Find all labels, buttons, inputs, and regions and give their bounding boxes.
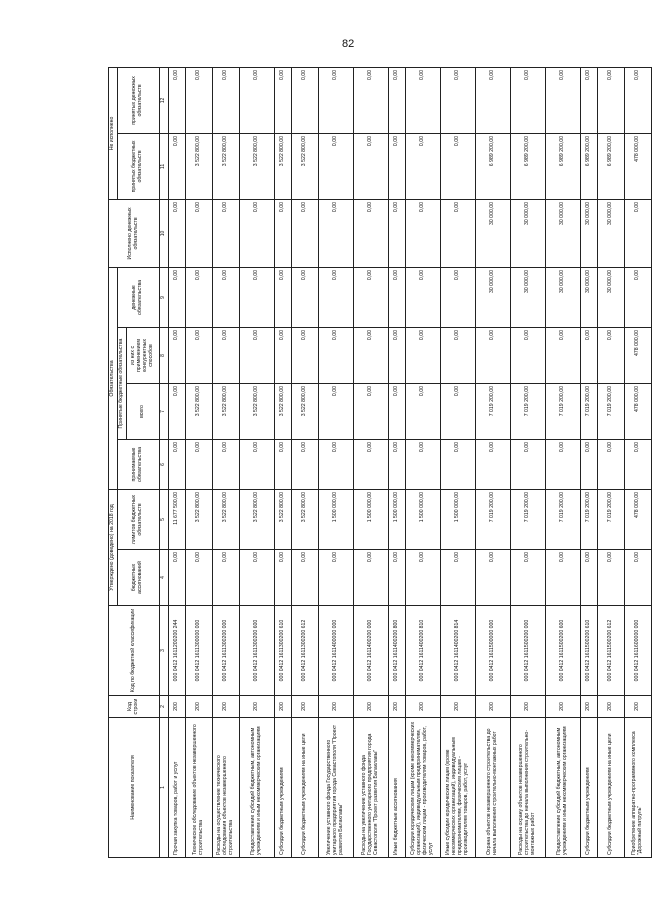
- header-budget-code: Код по бюджетной классификации: [109, 606, 160, 696]
- row-value-cell: 0,00: [388, 133, 405, 199]
- row-value-cell: 30 000,00: [510, 267, 545, 327]
- row-name-cell: Техническое обследование объектов незавершенного строительства: [185, 718, 212, 858]
- row-value-cell: 11 677 500,00: [168, 490, 185, 550]
- row-value-cell: 0,00: [291, 440, 318, 490]
- row-kbk-cell: 000 0412 1611500200 610: [580, 606, 597, 696]
- row-code-cell: 200: [545, 696, 580, 718]
- row-kbk-cell: 000 0412 1611500200 600: [545, 606, 580, 696]
- row-value-cell: 0,00: [545, 550, 580, 606]
- col-index: 9: [159, 267, 168, 327]
- row-value-cell: 0,00: [168, 67, 185, 133]
- table-row: [475, 67, 510, 857]
- row-value-cell: 0,00: [597, 550, 624, 606]
- row-name-cell: Субсидии юридическим лицам (кроме некоммерческих организаций), индивидуальным предпринимателям, физическим лицам - производителям товаров, работ, услуг: [405, 718, 440, 858]
- col-index: 2: [159, 696, 168, 718]
- row-value-cell: 0,00: [545, 328, 580, 384]
- row-value-cell: 478 000,00: [624, 328, 651, 384]
- row-value-cell: 0,00: [624, 550, 651, 606]
- row-value-cell: 30 000,00: [580, 199, 597, 267]
- header-unfulfilled: Не исполнено: [109, 67, 118, 199]
- row-value-cell: 3 522 800,00: [239, 490, 274, 550]
- budget-report-table: [108, 67, 652, 858]
- row-name-cell: Увеличение уставного фонда Государственного унитарного предприятия города Севастополя "Проект развития Балаклавы": [318, 718, 353, 858]
- row-value-cell: 30 000,00: [475, 199, 510, 267]
- row-value-cell: 0,00: [388, 384, 405, 440]
- row-value-cell: 0,00: [291, 328, 318, 384]
- row-value-cell: 0,00: [475, 328, 510, 384]
- table-row: [580, 67, 597, 857]
- header-total: всего: [126, 384, 159, 440]
- row-value-cell: 3 522 800,00: [291, 133, 318, 199]
- row-value-cell: 0,00: [405, 328, 440, 384]
- row-kbk-cell: 000 0412 1611400200 800: [388, 606, 405, 696]
- row-value-cell: 0,00: [353, 67, 388, 133]
- row-value-cell: 3 522 800,00: [274, 384, 291, 440]
- row-value-cell: 6 989 200,00: [580, 133, 597, 199]
- table-row: [545, 67, 580, 857]
- row-kbk-cell: 000 0412 1611300200 612: [291, 606, 318, 696]
- row-value-cell: 0,00: [274, 267, 291, 327]
- row-value-cell: 0,00: [239, 67, 274, 133]
- row-value-cell: 0,00: [318, 199, 353, 267]
- row-value-cell: 1 500 000,00: [318, 490, 353, 550]
- row-value-cell: 3 522 800,00: [185, 490, 212, 550]
- row-name-cell: Субсидии бюджетным учреждениям на иные цели: [597, 718, 624, 858]
- row-value-cell: 3 522 800,00: [212, 490, 239, 550]
- row-value-cell: 30 000,00: [580, 267, 597, 327]
- header-monetary: денежные обязательства: [117, 267, 159, 327]
- row-code-cell: 200: [580, 696, 597, 718]
- row-value-cell: 0,00: [353, 328, 388, 384]
- row-kbk-cell: 000 0412 1611500200 612: [597, 606, 624, 696]
- row-kbk-cell: 000 0412 1611400200 810: [405, 606, 440, 696]
- row-value-cell: 0,00: [580, 550, 597, 606]
- row-value-cell: 0,00: [318, 384, 353, 440]
- row-name-cell: Расходы на увеличение уставного фонда Государственного унитарного предприятия города Севастополя "Проект развития Балаклавы": [353, 718, 388, 858]
- row-value-cell: 0,00: [239, 267, 274, 327]
- row-value-cell: 478 000,00: [624, 384, 651, 440]
- row-value-cell: 0,00: [291, 67, 318, 133]
- header-accepted-obligations: принимаемые обязательства: [117, 440, 159, 490]
- row-name-cell: Предоставление субсидий бюджетным, автономным учреждениям и иным некоммерческим организациям: [545, 718, 580, 858]
- row-value-cell: 0,00: [580, 328, 597, 384]
- row-value-cell: 0,00: [545, 440, 580, 490]
- row-code-cell: 200: [318, 696, 353, 718]
- row-value-cell: 0,00: [185, 328, 212, 384]
- row-code-cell: 200: [274, 696, 291, 718]
- row-value-cell: 0,00: [212, 328, 239, 384]
- row-value-cell: 0,00: [318, 440, 353, 490]
- row-value-cell: 0,00: [353, 267, 388, 327]
- row-value-cell: 30 000,00: [510, 199, 545, 267]
- header-approved: Утверждено (доведено) на 2018 год: [109, 490, 118, 606]
- row-value-cell: 0,00: [440, 133, 475, 199]
- row-value-cell: 0,00: [440, 199, 475, 267]
- row-value-cell: 0,00: [624, 267, 651, 327]
- header-limits: лимитов бюджетных обязательств: [117, 490, 159, 550]
- row-kbk-cell: 000 0412 1611300200 000: [212, 606, 239, 696]
- table-row: [388, 67, 405, 857]
- row-value-cell: 0,00: [353, 384, 388, 440]
- row-kbk-cell: 000 0412 1611400200 000: [353, 606, 388, 696]
- table-row: [597, 67, 624, 857]
- row-value-cell: 0,00: [405, 550, 440, 606]
- row-name-cell: Иные субсидии юридическим лицам (кроме некоммерческих организаций), индивидуальным предпринимателям, физическим лицам - производителям товаров, работ, услуг: [440, 718, 475, 858]
- row-value-cell: 7 019 200,00: [510, 384, 545, 440]
- row-value-cell: 0,00: [318, 267, 353, 327]
- table-row: [185, 67, 212, 857]
- col-index: 11: [159, 133, 168, 199]
- row-code-cell: 200: [475, 696, 510, 718]
- row-value-cell: 0,00: [212, 199, 239, 267]
- header-obligations: Обязательства: [109, 267, 118, 489]
- row-value-cell: 3 522 800,00: [274, 133, 291, 199]
- row-value-cell: 0,00: [405, 67, 440, 133]
- header-budget-allocations: бюджетных ассигнований: [117, 550, 159, 606]
- header-row-code: Код строки: [109, 696, 160, 718]
- row-value-cell: 3 522 800,00: [291, 490, 318, 550]
- row-value-cell: 0,00: [580, 67, 597, 133]
- row-value-cell: 7 019 200,00: [475, 490, 510, 550]
- row-value-cell: 0,00: [168, 440, 185, 490]
- row-code-cell: 200: [597, 696, 624, 718]
- row-value-cell: 0,00: [545, 67, 580, 133]
- row-value-cell: 0,00: [405, 384, 440, 440]
- row-value-cell: 30 000,00: [545, 199, 580, 267]
- row-value-cell: 0,00: [597, 440, 624, 490]
- row-value-cell: 0,00: [440, 440, 475, 490]
- row-value-cell: 30 000,00: [475, 267, 510, 327]
- row-value-cell: 0,00: [274, 199, 291, 267]
- row-code-cell: 200: [353, 696, 388, 718]
- row-name-cell: Предоставление субсидий бюджетным, автономным учреждениям и иным некоммерческим организациям: [239, 718, 274, 858]
- row-value-cell: 1 500 000,00: [388, 490, 405, 550]
- row-value-cell: 0,00: [624, 440, 651, 490]
- row-value-cell: 0,00: [212, 550, 239, 606]
- header-competitive: из них с применением конкурентных способов: [126, 328, 159, 384]
- row-value-cell: 0,00: [168, 550, 185, 606]
- row-value-cell: 0,00: [624, 67, 651, 133]
- header-name: Наименование показателя: [109, 718, 160, 858]
- row-code-cell: 200: [440, 696, 475, 718]
- row-name-cell: Субсидии бюджетным учреждениям: [274, 718, 291, 858]
- row-value-cell: 30 000,00: [545, 267, 580, 327]
- row-value-cell: 3 522 800,00: [185, 133, 212, 199]
- col-index: 3: [159, 606, 168, 696]
- header-fulfilled-monetary: Исполнено денежных обязательств: [109, 199, 160, 267]
- row-value-cell: 0,00: [624, 199, 651, 267]
- row-value-cell: 0,00: [353, 440, 388, 490]
- row-value-cell: 7 019 200,00: [545, 490, 580, 550]
- row-value-cell: 0,00: [212, 267, 239, 327]
- row-value-cell: 0,00: [388, 550, 405, 606]
- row-name-cell: Иные бюджетные ассигнования: [388, 718, 405, 858]
- row-value-cell: 0,00: [440, 384, 475, 440]
- row-value-cell: 1 500 000,00: [440, 490, 475, 550]
- row-value-cell: 0,00: [291, 550, 318, 606]
- row-value-cell: 3 522 800,00: [212, 384, 239, 440]
- row-value-cell: 0,00: [274, 67, 291, 133]
- row-value-cell: 0,00: [597, 328, 624, 384]
- row-kbk-cell: 000 0412 1611300200 610: [274, 606, 291, 696]
- row-kbk-cell: 000 0412 1611400000 000: [318, 606, 353, 696]
- row-value-cell: 7 019 200,00: [580, 384, 597, 440]
- row-value-cell: 0,00: [510, 550, 545, 606]
- rotated-table-area: [108, 68, 643, 858]
- col-index: 12: [159, 67, 168, 133]
- table-body: [168, 67, 651, 857]
- row-value-cell: 0,00: [475, 440, 510, 490]
- table-row: [624, 67, 651, 857]
- row-value-cell: 0,00: [318, 328, 353, 384]
- row-code-cell: 200: [291, 696, 318, 718]
- row-value-cell: 7 019 200,00: [510, 490, 545, 550]
- row-code-cell: 200: [510, 696, 545, 718]
- row-value-cell: 7 019 200,00: [597, 490, 624, 550]
- row-code-cell: 200: [405, 696, 440, 718]
- row-value-cell: 6 989 200,00: [510, 133, 545, 199]
- row-code-cell: 200: [388, 696, 405, 718]
- row-value-cell: 3 522 800,00: [274, 490, 291, 550]
- table-row: [510, 67, 545, 857]
- table-row: [212, 67, 239, 857]
- row-value-cell: 0,00: [318, 67, 353, 133]
- row-value-cell: 0,00: [388, 67, 405, 133]
- header-unfulfilled-budget: принятых бюджетных обязательств: [117, 133, 159, 199]
- row-value-cell: 0,00: [239, 550, 274, 606]
- row-value-cell: 0,00: [440, 267, 475, 327]
- row-kbk-cell: 000 0412 1611500200 000: [510, 606, 545, 696]
- table-row: [274, 67, 291, 857]
- row-value-cell: 0,00: [440, 550, 475, 606]
- table-row: [440, 67, 475, 857]
- row-name-cell: Расходы на осуществление технического обследования объектов незавершенного строительства: [212, 718, 239, 858]
- row-value-cell: 0,00: [353, 550, 388, 606]
- row-value-cell: 0,00: [185, 267, 212, 327]
- row-code-cell: 200: [624, 696, 651, 718]
- row-value-cell: 0,00: [239, 199, 274, 267]
- row-value-cell: 7 019 200,00: [545, 384, 580, 440]
- row-value-cell: 0,00: [405, 267, 440, 327]
- row-kbk-cell: 000 0412 1611600000 000: [624, 606, 651, 696]
- table-row: [239, 67, 274, 857]
- table-row: [291, 67, 318, 857]
- row-value-cell: 0,00: [353, 199, 388, 267]
- row-value-cell: 0,00: [168, 267, 185, 327]
- row-name-cell: Субсидии бюджетным учреждениям: [580, 718, 597, 858]
- row-value-cell: 0,00: [274, 328, 291, 384]
- row-name-cell: Субсидии бюджетным учреждениям на иные цели: [291, 718, 318, 858]
- table-row: [405, 67, 440, 857]
- table-row: [353, 67, 388, 857]
- header-unfulfilled-monetary: принятых денежных обязательств: [117, 67, 159, 133]
- row-code-cell: 200: [168, 696, 185, 718]
- col-index: 1: [159, 718, 168, 858]
- row-value-cell: 3 522 800,00: [212, 133, 239, 199]
- row-value-cell: 0,00: [405, 440, 440, 490]
- row-name-cell: Расходы на охрану объектов незавершенного строительства до начала выполнения строительно-монтажных работ: [510, 718, 545, 858]
- row-name-cell: Охрана объектов незавершенного строительства до начала выполнения строительно-монтажных работ: [475, 718, 510, 858]
- row-value-cell: 6 989 200,00: [475, 133, 510, 199]
- row-value-cell: 7 019 200,00: [580, 490, 597, 550]
- row-value-cell: 0,00: [597, 67, 624, 133]
- col-index: 4: [159, 550, 168, 606]
- row-kbk-cell: 000 0412 1611300200 600: [239, 606, 274, 696]
- row-value-cell: 0,00: [318, 133, 353, 199]
- row-value-cell: 0,00: [239, 328, 274, 384]
- row-value-cell: 1 500 000,00: [353, 490, 388, 550]
- row-code-cell: 200: [185, 696, 212, 718]
- row-name-cell: Приобретение аппаратно-программного комплекса "Дорожный патруль": [624, 718, 651, 858]
- row-value-cell: 0,00: [168, 328, 185, 384]
- col-index: 5: [159, 490, 168, 550]
- row-value-cell: 0,00: [212, 440, 239, 490]
- col-index: 7: [159, 384, 168, 440]
- row-value-cell: 0,00: [168, 199, 185, 267]
- row-value-cell: 0,00: [388, 440, 405, 490]
- row-value-cell: 0,00: [440, 67, 475, 133]
- row-value-cell: 3 522 800,00: [291, 384, 318, 440]
- row-value-cell: 0,00: [475, 67, 510, 133]
- row-value-cell: 0,00: [274, 550, 291, 606]
- row-name-cell: Прочая закупка товаров, работ и услуг: [168, 718, 185, 858]
- row-value-cell: 0,00: [291, 267, 318, 327]
- row-kbk-cell: 000 0412 1611400200 814: [440, 606, 475, 696]
- row-value-cell: 0,00: [580, 440, 597, 490]
- row-value-cell: 3 522 800,00: [185, 384, 212, 440]
- row-value-cell: 0,00: [168, 384, 185, 440]
- row-value-cell: 0,00: [239, 440, 274, 490]
- row-code-cell: 200: [239, 696, 274, 718]
- col-index: 10: [159, 199, 168, 267]
- row-value-cell: 0,00: [405, 133, 440, 199]
- row-value-cell: 7 019 200,00: [597, 384, 624, 440]
- row-value-cell: 0,00: [185, 440, 212, 490]
- row-value-cell: 0,00: [274, 440, 291, 490]
- row-value-cell: 0,00: [168, 133, 185, 199]
- row-value-cell: 7 019 200,00: [475, 384, 510, 440]
- row-value-cell: 0,00: [291, 199, 318, 267]
- row-value-cell: 0,00: [212, 67, 239, 133]
- row-value-cell: 478 000,00: [624, 133, 651, 199]
- header-accepted-budget: Принятые бюджетные обязательства: [117, 328, 126, 440]
- row-value-cell: 0,00: [510, 440, 545, 490]
- page-number: 82: [342, 38, 355, 50]
- row-value-cell: 0,00: [318, 550, 353, 606]
- row-value-cell: 0,00: [475, 550, 510, 606]
- row-value-cell: 6 989 200,00: [597, 133, 624, 199]
- row-value-cell: 0,00: [185, 67, 212, 133]
- row-value-cell: 30 000,00: [597, 199, 624, 267]
- row-value-cell: 6 989 200,00: [545, 133, 580, 199]
- rotated-table-container: [108, 68, 643, 858]
- col-index: 8: [159, 328, 168, 384]
- row-value-cell: 0,00: [388, 267, 405, 327]
- row-value-cell: 1 500 000,00: [405, 490, 440, 550]
- row-value-cell: 3 522 800,00: [239, 384, 274, 440]
- row-value-cell: 0,00: [185, 550, 212, 606]
- row-value-cell: 0,00: [510, 328, 545, 384]
- row-value-cell: 0,00: [405, 199, 440, 267]
- col-index: 6: [159, 440, 168, 490]
- row-code-cell: 200: [212, 696, 239, 718]
- row-value-cell: 30 000,00: [597, 267, 624, 327]
- row-kbk-cell: 000 0412 1611200200 244: [168, 606, 185, 696]
- row-value-cell: 0,00: [185, 199, 212, 267]
- row-value-cell: 478 000,00: [624, 490, 651, 550]
- row-value-cell: 0,00: [388, 328, 405, 384]
- table-row: [168, 67, 185, 857]
- row-value-cell: 3 522 800,00: [239, 133, 274, 199]
- row-value-cell: 0,00: [388, 199, 405, 267]
- row-value-cell: 0,00: [353, 133, 388, 199]
- row-value-cell: 0,00: [510, 67, 545, 133]
- table-row: [318, 67, 353, 857]
- row-kbk-cell: 000 0412 1611300000 000: [185, 606, 212, 696]
- row-kbk-cell: 000 0412 1611500000 000: [475, 606, 510, 696]
- row-value-cell: 0,00: [440, 328, 475, 384]
